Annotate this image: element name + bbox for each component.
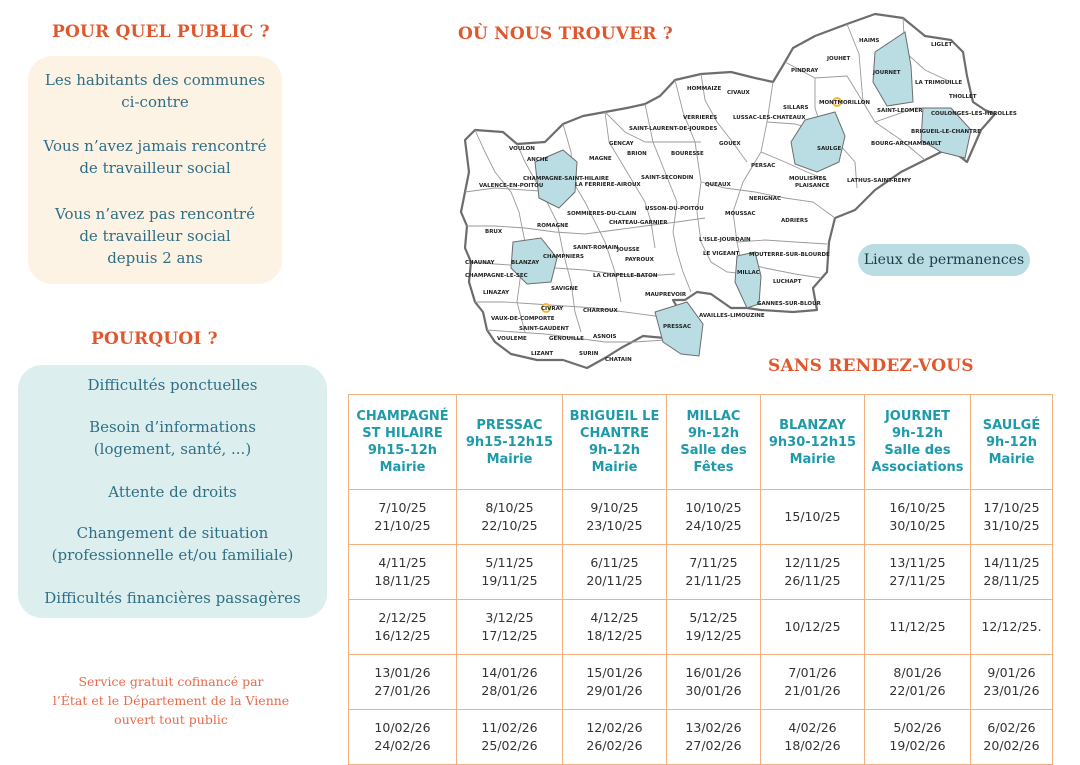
date-value: 30/01/26 [685, 683, 742, 698]
date-cell [667, 655, 761, 710]
date-value: 28/11/25 [983, 573, 1040, 588]
map-label: CHATAIN [605, 357, 632, 363]
header-line: Salle des [680, 443, 747, 458]
table-row [349, 710, 1053, 765]
map-label: LA FERRIERE-AIROUX [575, 182, 641, 188]
header-line: 9h-12h [985, 434, 1038, 450]
date-value: 9/10/25 [590, 500, 639, 515]
date-value: 4/02/26 [788, 720, 837, 735]
date-value: 27/01/26 [374, 683, 431, 698]
date-value: 15/01/26 [586, 665, 643, 680]
territory-map [455, 12, 1017, 372]
map-label: BOURESSE [671, 151, 704, 157]
map-label: LA TRIMOUILLE [915, 80, 963, 86]
map-label: PINDRAY [791, 68, 819, 74]
date-value: 5/12/25 [689, 610, 738, 625]
map-label: LA CHAPELLE-BATON [593, 273, 658, 279]
map-heading: OÙ NOUS TROUVER ? [458, 24, 673, 44]
schedule-body [349, 490, 1053, 765]
map-label: VOULON [509, 146, 535, 152]
why-item-4 [18, 522, 327, 566]
public-item-2-line-1: Vous n’avez jamais rencontré [43, 137, 267, 155]
footer-line-2: l’État et le Département de la Vienne [52, 693, 290, 708]
date-value: 20/11/25 [586, 573, 643, 588]
map-label: GANNES-SUR-BLOUR [757, 301, 821, 307]
date-cell [971, 655, 1053, 710]
date-cell [667, 710, 761, 765]
public-item-1-line-2: ci-contre [121, 93, 189, 111]
date-value: 21/01/26 [784, 683, 841, 698]
map-label: VERRIERES [683, 115, 718, 121]
date-value: 23/01/26 [983, 683, 1040, 698]
map-label: JOUHET [827, 56, 851, 62]
header-line: BLANZAY [779, 417, 846, 433]
date-value: 13/11/25 [889, 555, 946, 570]
public-item-1-line-1: Les habitants des communes [44, 71, 266, 89]
date-cell [457, 490, 563, 545]
map-label: AVAILLES-LIMOUZINE [699, 313, 765, 319]
date-cell [667, 600, 761, 655]
map-label: SILLARS [783, 105, 809, 111]
date-cell [761, 655, 865, 710]
map-label: SOMMIERES-DU-CLAIN [567, 211, 637, 217]
public-item-2-line-2: de travailleur social [79, 159, 231, 177]
map-label: ASNOIS [593, 334, 617, 340]
public-item-2 [28, 135, 282, 179]
schedule-table [348, 394, 1053, 765]
date-value: 12/02/26 [586, 720, 643, 735]
header-line: SAULGÉ [982, 417, 1041, 433]
date-value: 10/12/25 [784, 619, 841, 634]
map-label: VALENCE-EN-POITOU [479, 183, 544, 189]
map-label: USSON-DU-POITOU [645, 206, 704, 212]
map-label: MONTMORILLON [819, 100, 871, 106]
date-value: 24/02/26 [374, 738, 431, 753]
date-cell [563, 545, 667, 600]
why-item-3-line-1: Attente de droits [108, 483, 237, 501]
date-value: 11/02/26 [481, 720, 538, 735]
map-label: SAULGE [817, 146, 842, 152]
column-header-blanzay [761, 395, 865, 490]
map-label: SAINT-ROMAIN [573, 245, 619, 251]
date-value: 14/01/26 [481, 665, 538, 680]
why-item-5 [18, 587, 327, 609]
date-value: 5/11/25 [485, 555, 534, 570]
date-cell [865, 710, 971, 765]
map-label: SAINT-SECONDIN [641, 175, 694, 181]
date-value: 11/12/25 [889, 619, 946, 634]
date-cell [563, 655, 667, 710]
date-value: 18/02/26 [784, 738, 841, 753]
map-label: GENOUILLE [549, 336, 584, 342]
date-value: 3/12/25 [485, 610, 534, 625]
date-cell [563, 600, 667, 655]
date-cell [865, 600, 971, 655]
header-line: 9h-12h [687, 426, 740, 441]
header-line: Salle des [884, 443, 951, 458]
map-label: GOUEX [719, 141, 741, 147]
date-cell [457, 655, 563, 710]
map-label: BOURG-ARCHAMBAULT [871, 141, 942, 147]
map-label: LUSSAC-LES-CHATEAUX [733, 115, 806, 121]
date-cell [865, 545, 971, 600]
header-line: PRESSAC [476, 417, 543, 433]
map-label: COULONGES-LES-HEROLLES [931, 111, 1017, 117]
date-value: 4/12/25 [590, 610, 639, 625]
why-panel [18, 365, 327, 618]
map-label: CHAMPAGNE-LE-SEC [465, 273, 528, 279]
map-label: CIVAUX [727, 90, 750, 96]
date-value: 16/10/25 [889, 500, 946, 515]
header-line: MILLAC [686, 409, 741, 424]
map-label: LIZANT [531, 351, 554, 357]
map-label: SURIN [579, 351, 599, 357]
map-label: JOUSSE [617, 247, 640, 253]
date-value: 26/11/25 [784, 573, 841, 588]
public-item-3 [28, 203, 282, 269]
map-label: MOUTERRE-SUR-BLOURDE [749, 252, 830, 258]
date-value: 8/10/25 [485, 500, 534, 515]
map-label: CHARROUX [583, 308, 618, 314]
public-heading: POUR QUEL PUBLIC ? [52, 22, 270, 42]
column-header-millac [667, 395, 761, 490]
map-label: JOURNET [873, 70, 901, 76]
public-item-3-line-3: depuis 2 ans [107, 249, 203, 267]
date-value: 10/02/26 [374, 720, 431, 735]
date-value: 19/11/25 [481, 573, 538, 588]
footer-note [40, 672, 302, 729]
why-item-3 [18, 481, 327, 503]
date-value: 28/01/26 [481, 683, 538, 698]
date-cell [563, 710, 667, 765]
date-value: 15/10/25 [784, 509, 841, 524]
date-value: 14/11/25 [983, 555, 1040, 570]
date-cell [761, 710, 865, 765]
date-value: 5/02/26 [893, 720, 942, 735]
map-label: CHAUNAY [465, 260, 495, 266]
date-value: 10/10/25 [685, 500, 742, 515]
date-value: 18/11/25 [374, 573, 431, 588]
map-label: LATHUS-SAINT-REMY [847, 178, 911, 184]
column-header-journet [865, 395, 971, 490]
column-header-champagne [349, 395, 457, 490]
date-value: 12/11/25 [784, 555, 841, 570]
public-item-1 [28, 69, 282, 113]
date-value: 20/02/26 [983, 738, 1040, 753]
why-item-2-line-1: Besoin d’informations [89, 418, 256, 436]
map-label: LINAZAY [483, 290, 510, 296]
date-cell [865, 490, 971, 545]
map-label: HAIMS [859, 38, 880, 44]
date-value: 2/12/25 [378, 610, 427, 625]
why-heading: POURQUOI ? [91, 329, 218, 349]
date-cell [865, 655, 971, 710]
public-item-3-line-1: Vous n’avez pas rencontré [55, 205, 255, 223]
date-value: 12/12/25. [981, 619, 1042, 634]
map-label: LE VIGEANT [703, 251, 740, 257]
header-line: ST HILAIRE [362, 426, 443, 441]
map-label: SAINT-LAURENT-DE-JOURDES [629, 126, 718, 132]
map-label: L'ISLE-JOURDAIN [699, 237, 751, 243]
date-value: 21/11/25 [685, 573, 742, 588]
date-value: 29/01/26 [586, 683, 643, 698]
map-label: QUEAUX [705, 182, 731, 188]
header-line: Fêtes [693, 460, 734, 475]
legend-lieux-de-permanences: Lieux de permanences [858, 244, 1030, 276]
date-cell [349, 600, 457, 655]
header-line: Mairie [379, 460, 426, 475]
map-label: PRESSAC [663, 324, 691, 330]
header-line: Mairie [789, 451, 836, 467]
map-label: BLANZAY [511, 260, 540, 266]
date-value: 7/10/25 [378, 500, 427, 515]
header-line: 9h30-12h15 [768, 434, 857, 450]
date-cell [349, 710, 457, 765]
date-cell [971, 600, 1053, 655]
date-value: 7/01/26 [788, 665, 837, 680]
date-value: 13/01/26 [374, 665, 431, 680]
why-item-4-line-1: Changement de situation [76, 524, 269, 542]
map-label: PLAISANCE [795, 183, 830, 189]
map-label: ROMAGNE [537, 223, 569, 229]
map-label: SAINT-GAUDENT [519, 326, 569, 332]
why-item-4-line-2: (professionnelle et/ou familiale) [51, 546, 294, 564]
header-line: Mairie [591, 460, 638, 475]
map-label: THOLLET [949, 94, 977, 100]
header-line: 9h15-12h [367, 443, 438, 458]
date-cell [349, 545, 457, 600]
date-value: 4/11/25 [378, 555, 427, 570]
date-cell [971, 710, 1053, 765]
map-label: BRION [627, 151, 647, 157]
date-value: 17/12/25 [481, 628, 538, 643]
header-line: Mairie [486, 451, 533, 467]
date-value: 6/11/25 [590, 555, 639, 570]
date-value: 21/10/25 [374, 518, 431, 533]
date-value: 19/02/26 [889, 738, 946, 753]
table-row [349, 490, 1053, 545]
header-line: 9h15-12h15 [465, 434, 554, 450]
date-value: 25/02/26 [481, 738, 538, 753]
date-value: 17/10/25 [983, 500, 1040, 515]
date-value: 18/12/25 [586, 628, 643, 643]
date-cell [761, 545, 865, 600]
map-label: CHATEAU-GARNIER [609, 220, 668, 226]
why-item-2 [18, 416, 327, 460]
map-label: PERSAC [751, 163, 776, 169]
map-label: MOULISMES [789, 176, 827, 182]
date-cell [457, 710, 563, 765]
map-label: ANCHE [527, 157, 549, 163]
date-value: 23/10/25 [586, 518, 643, 533]
date-cell [761, 490, 865, 545]
date-value: 24/10/25 [685, 518, 742, 533]
column-header-saulge [971, 395, 1053, 490]
date-value: 9/01/26 [987, 665, 1036, 680]
header-line: 9h-12h [891, 426, 944, 441]
date-value: 27/02/26 [685, 738, 742, 753]
map-label: MOUSSAC [725, 211, 756, 217]
date-value: 6/02/26 [987, 720, 1036, 735]
map-label: LUCHAPT [773, 279, 802, 285]
date-cell [457, 545, 563, 600]
why-item-5-line-1: Difficultés financières passagères [44, 589, 301, 607]
map-label: GENCAY [609, 141, 634, 147]
header-line: 9h-12h [588, 443, 641, 458]
date-value: 31/10/25 [983, 518, 1040, 533]
why-item-1 [18, 374, 327, 396]
date-value: 26/02/26 [586, 738, 643, 753]
map-label: CHAMPAGNE-SAINT-HILAIRE [523, 176, 609, 182]
table-row [349, 600, 1053, 655]
footer-line-1: Service gratuit cofinancé par [78, 674, 264, 689]
table-row [349, 545, 1053, 600]
map-label: SAINT-LEOMER [877, 108, 923, 114]
date-cell [667, 545, 761, 600]
header-line: CHAMPAGNÉ [356, 409, 449, 424]
why-item-1-line-1: Difficultés ponctuelles [87, 376, 258, 394]
column-header-pressac [457, 395, 563, 490]
date-value: 30/10/25 [889, 518, 946, 533]
footer-line-3: ouvert tout public [114, 712, 228, 727]
map-label: BRIGUEIL-LE-CHANTRE [911, 129, 981, 135]
map-label: HOMMAIZE [687, 86, 722, 92]
map-label: CIVRAY [541, 306, 564, 312]
date-value: 22/10/25 [481, 518, 538, 533]
header-line: Associations [871, 460, 964, 475]
map-label: ADRIERS [781, 218, 809, 224]
date-cell [667, 490, 761, 545]
date-cell [349, 655, 457, 710]
date-value: 16/12/25 [374, 628, 431, 643]
date-value: 22/01/26 [889, 683, 946, 698]
table-row [349, 655, 1053, 710]
column-header-brigueil [563, 395, 667, 490]
map-label: VOULEME [497, 336, 527, 342]
why-item-2-line-2: (logement, santé, ...) [93, 440, 252, 458]
public-panel [28, 56, 282, 284]
header-line: JOURNET [884, 409, 951, 424]
map-label: MAUPREVOIR [645, 292, 687, 298]
date-cell [761, 600, 865, 655]
map-label: LIGLET [931, 42, 953, 48]
schedule-heading: SANS RENDEZ-VOUS [768, 356, 974, 376]
header-line: BRIGUEIL LE [569, 409, 660, 424]
schedule-header-row [349, 395, 1053, 490]
map-label: PAYROUX [625, 257, 654, 263]
map-label: SAVIGNE [551, 286, 579, 292]
map-label: NERIGNAC [749, 196, 782, 202]
date-value: 8/01/26 [893, 665, 942, 680]
date-value: 27/11/25 [889, 573, 946, 588]
date-cell [563, 490, 667, 545]
map-label: CHAMPNIERS [543, 254, 585, 260]
date-cell [971, 490, 1053, 545]
date-cell [349, 490, 457, 545]
header-line: CHANTRE [579, 426, 650, 441]
map-label: MAGNE [589, 156, 612, 162]
date-cell [971, 545, 1053, 600]
date-value: 13/02/26 [685, 720, 742, 735]
map-label: MILLAC [737, 270, 760, 276]
map-label: VAUX-DE-COMPORTE [491, 316, 555, 322]
date-value: 16/01/26 [685, 665, 742, 680]
map-label: BRUX [485, 229, 503, 235]
header-line: Mairie [988, 451, 1035, 467]
public-item-3-line-2: de travailleur social [79, 227, 231, 245]
date-cell [457, 600, 563, 655]
date-value: 7/11/25 [689, 555, 738, 570]
date-value: 19/12/25 [685, 628, 742, 643]
